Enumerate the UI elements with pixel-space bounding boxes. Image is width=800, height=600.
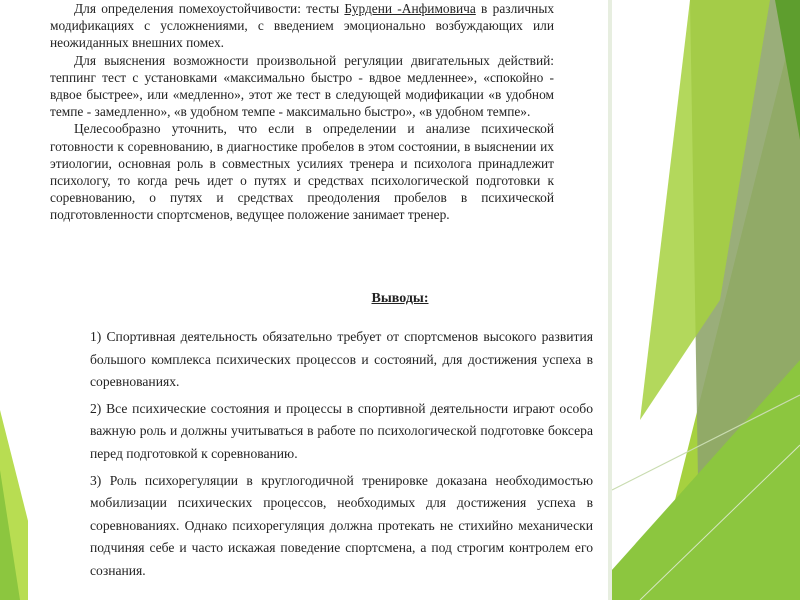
conclusions-heading: Выводы: xyxy=(371,291,429,306)
intro-paragraph-3: Целесообразно уточнить, что если в определении и анализе психической готовности к соревнованию, в диагностике пробелов в этом состоянии, в выяснении их этиологии, основная роль в совместных усилиях тренера и психолога принадлежит психологу, то когда речь идет о путях и средствах психологической подготовки к соревнованию, о путях и средствах преодоления пробелов в психической подготовленности спортсменов, ведущее положение занимает тренер. xyxy=(50,121,554,223)
conclusions-section xyxy=(90,326,593,587)
intro-paragraph-1-underlined: Бурдени -Анфимовича xyxy=(344,1,476,16)
intro-paragraph-2: Для выяснения возможности произвольной регуляции двигательных действий: теппинг тест с установками «максимально быстро - вдвое медленнее», «спокойно - вдвое быстрее», или «медленно», этот же тест в следующей модификации «в удобном темпе - замедленно», «в удобном темпе - максимально быстро», «в удобном темпе». xyxy=(50,52,554,120)
conclusion-item-3: 3) Роль психорегуляции в круглогодичной тренировке доказана необходимостью мобилизации психических процессов, необходимых для достижения успеха в соревнованиях. Однако психорегуляция должна протекать не стихийно механически подчиняя себе и часто искажая поведение спортсмена, а под строгим контролем его сознания. xyxy=(90,472,593,578)
conclusion-item-1: 1) Спортивная деятельность обязательно требует от спортсменов высокого развития большого комплекса психических процессов и состояний, для достижения успеха в соревнованиях. xyxy=(90,329,593,390)
intro-paragraph-1 xyxy=(50,0,554,52)
intro-paragraph-1-post: в различных модификациях с усложнениями, с введением эмоционально возбуждающих или неожиданных внешних помех. xyxy=(50,1,555,51)
conclusion-item-2: 2) Все психические состояния и процессы в спортивной деятельности играют особо важную роль и должны учитываться в работе по психологической подготовке боксера перед подготовкой к соревнованию. xyxy=(90,400,593,461)
intro-paragraph-1-pre: Для определения помехоустойчивости: тесты xyxy=(74,1,345,16)
intro-section xyxy=(50,0,554,224)
right-green-bottom xyxy=(585,360,800,600)
